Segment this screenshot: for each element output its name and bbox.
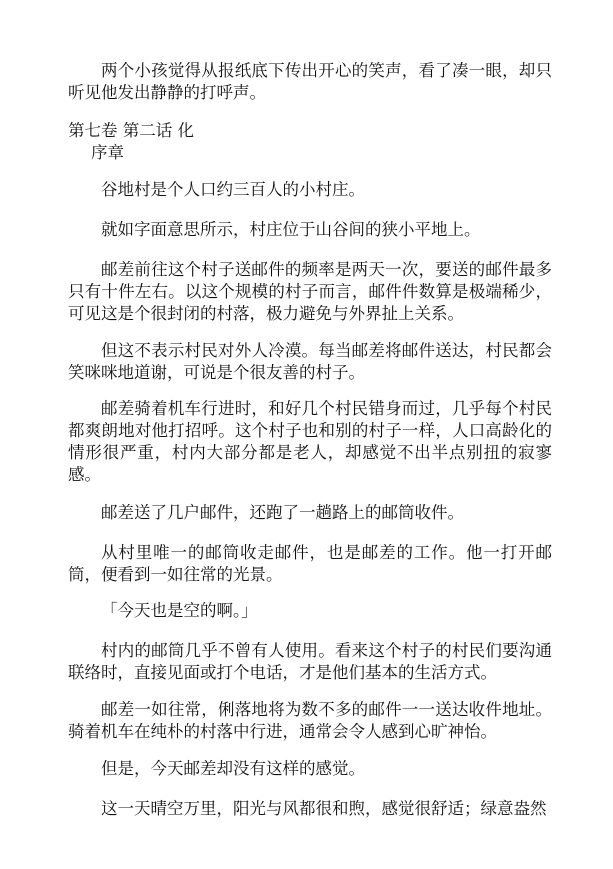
paragraph-9: 「今天也是空的啊。」 [101,601,258,620]
paragraph-1: 两个小孩觉得从报纸底下传出开心的笑声，看了凑一眼，却只听见他发出静静的打呼声。 [68,61,552,102]
paragraph-7: 邮差送了几户邮件，还跑了一趟路上的邮筒收件。 [101,503,464,522]
paragraph-12: 但是，今天邮差却没有这样的感觉。 [101,759,365,778]
paragraph-2: 谷地村是个人口约三百人的小村庄。 [101,180,365,199]
paragraph-10: 村内的邮筒几乎不曾有人使用。看来这个村子的村民们要沟通联络时，直接见面或打个电话，才是他们基本的生活方式。 [68,641,552,682]
chapter-title: 第七卷 第二话 化 [68,121,194,140]
paragraph-6: 邮差骑着机车行进时，和好几个村民错身而过，几乎每个村民都爽朗地对他打招呼。这个村子也和别的村子一样，人口高龄化的情形很严重，村内大部分都是老人，却感觉不出半点别扭的寂寥感。 [68,399,552,484]
paragraph-11: 邮差一如往常，俐落地将为数不多的邮件一一送达收件地址。骑着机车在纯朴的村落中行进，通常会令人感到心旷神怡。 [68,700,552,741]
paragraph-5: 但这不表示村民对外人冷漠。每当邮差将邮件送达，村民都会笑咪咪地道谢，可说是个很友善的村子。 [68,341,552,382]
paragraph-4: 邮差前往这个村子送邮件的频率是两天一次，要送的邮件最多只有十件左右。以这个规模的村子而言，邮件件数算是极端稀少，可见这是个很封闭的村落，极力避免与外界扯上关系。 [68,260,552,323]
section-title: 序章 [91,143,124,162]
paragraph-3: 就如字面意思所示，村庄位于山谷间的狭小平地上。 [101,220,481,239]
paragraph-8: 从村里唯一的邮筒收走邮件，也是邮差的工作。他一打开邮筒，便看到一如往常的光景。 [68,543,552,584]
paragraph-13: 这一天晴空万里，阳光与风都很和煦，感觉很舒适；绿意盎然 [101,799,547,818]
